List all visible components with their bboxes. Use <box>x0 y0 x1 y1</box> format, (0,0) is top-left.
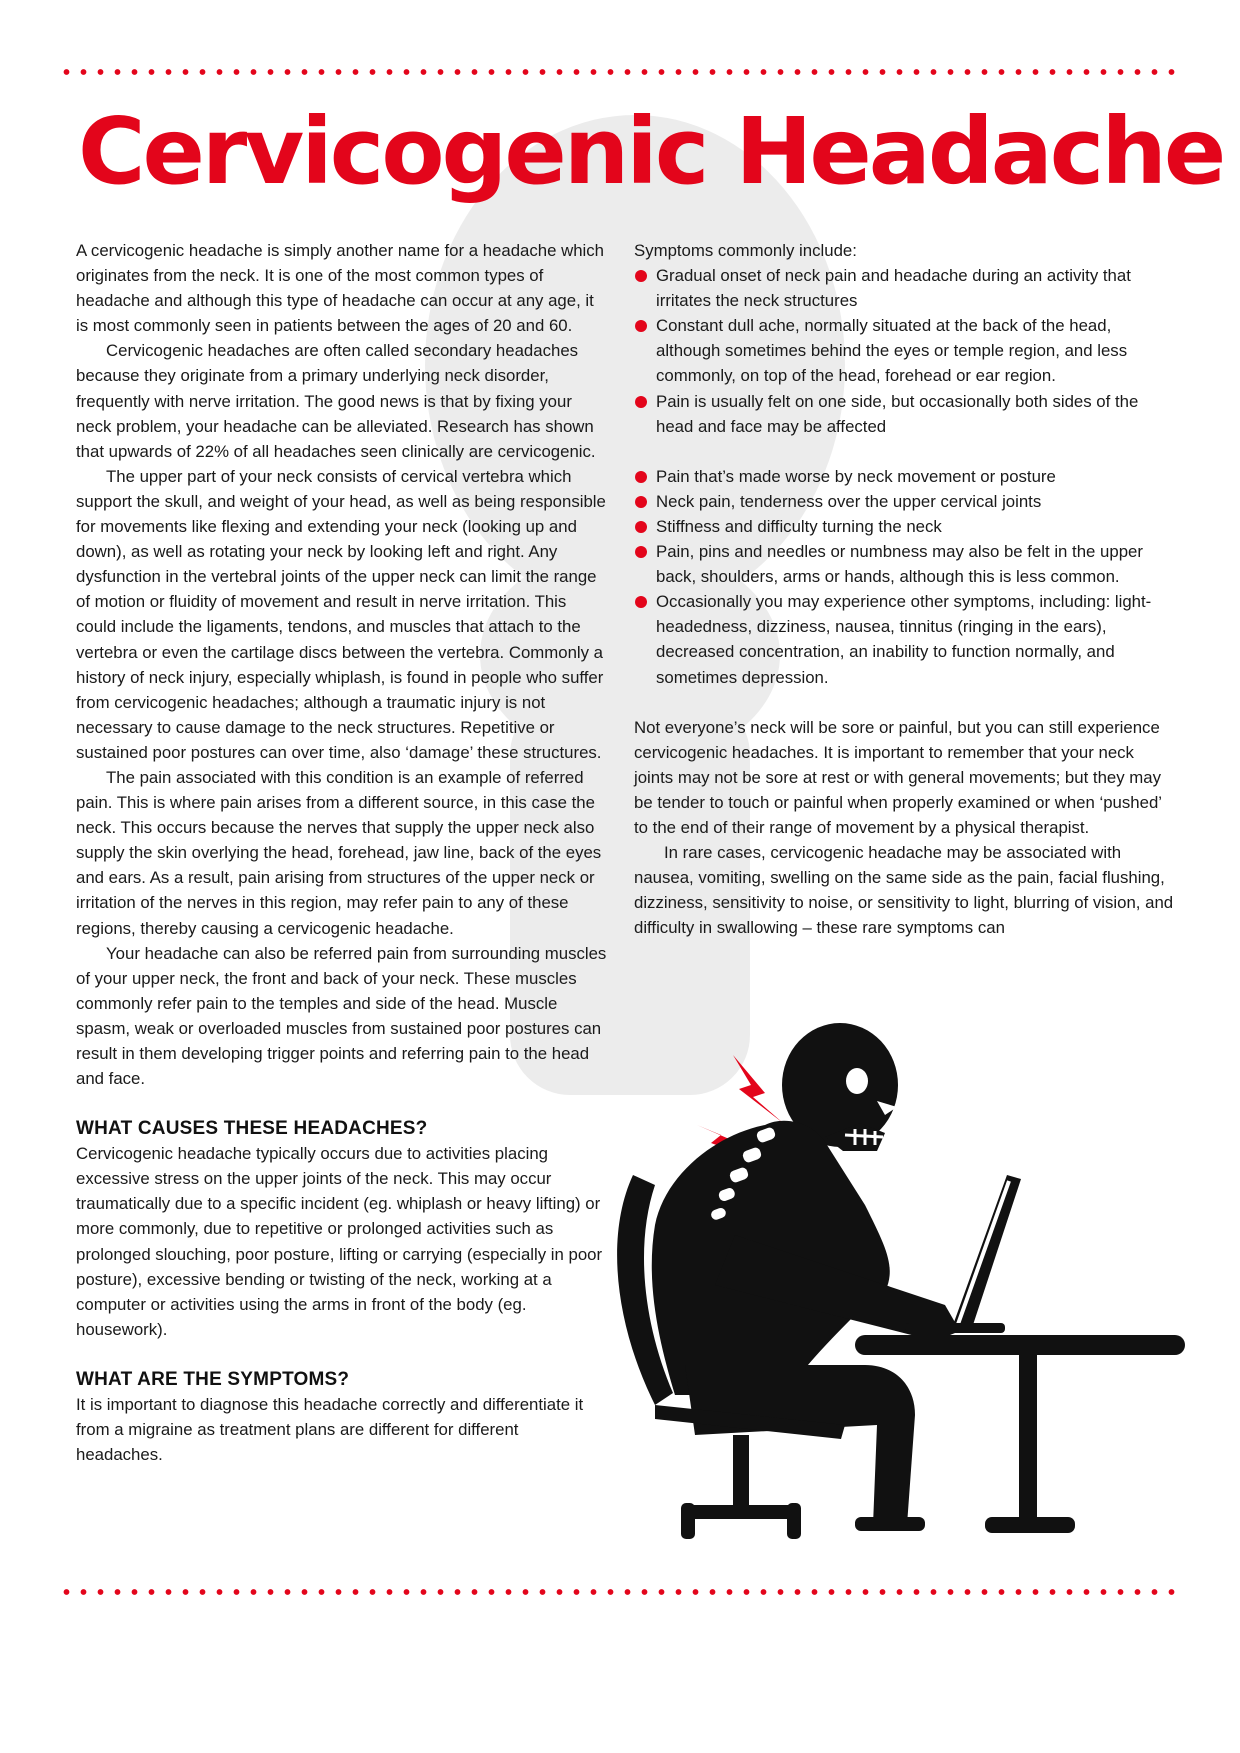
left-column <box>76 238 608 1467</box>
symptom-list-secondary <box>634 464 1174 690</box>
person-at-laptop-icon <box>615 1005 1195 1550</box>
list-item: Constant dull ache, normally situated at the back of the head, although sometimes behind the eyes or temple region, and less commonly, on top of the head, forehead or ear region. <box>634 313 1174 388</box>
cervical-anatomy-paragraph: The upper part of your neck consists of cervical vertebra which support the skull, and weight of your head, as well as being responsible for movements like flexing and extending your neck (looking up and down), as well as rotating your neck by looking left and right. Any dysfunction in the vertebral joints of the upper neck can limit the range of motion or fluidity of movement and result in nerve irritation. This could include the ligaments, tendons, and muscles that attach to the vertebra or even the cartilage discs between the vertebra. Commonly a history of neck injury, especially whiplash, is found in people who suffer from cervicogenic headaches; although a traumatic injury is not necessary to cause damage to the neck structures. Repetitive or sustained poor postures can over time, also ‘damage’ these structures. <box>76 466 606 762</box>
rare-symptoms-paragraph: In rare cases, cervicogenic headache may be associated with nausea, vomiting, swelling on the same side as the pain, facial flushing, dizziness, sensitivity to noise, or sensitivity to light, blurring of vision, and difficulty in swallowing – these rare symptoms can <box>634 843 1174 938</box>
list-item: Neck pain, tenderness over the upper cervical joints <box>634 489 1174 514</box>
tenderness-paragraph: Not everyone’s neck will be sore or painful, but you can still experience cervicogenic headaches. It is important to remember that your neck joints may not be sore at rest or with general movements; but they may be tender to touch or painful when properly examined or when ‘pushed’ to the end of their range of movement by a physical therapist. <box>634 717 1162 837</box>
referred-pain-paragraph: The pain associated with this condition is an example of referred pain. This is where pain arises from a different source, in this case the neck. This occurs because the nerves that supply the upper neck also supply the skin overlying the head, forehead, jaw line, back of the eyes and ears. As a result, pain arising from structures of the upper neck or irritation of the nerves in this region, may refer pain to any of these regions, thereby causing a cervicogenic headache. <box>76 767 602 938</box>
muscle-pain-paragraph: Your headache can also be referred pain from surrounding muscles of your upper neck, the front and back of your neck. These muscles commonly refer pain to the temples and side of the head. Muscle spasm, weak or overloaded muscles from sustained poor postures can result in them developing trigger points and referring pain to the head and face. <box>76 943 607 1089</box>
list-item: Pain is usually felt on one side, but occasionally both sides of the head and face may be affected <box>634 389 1174 439</box>
page-title: Cervicogenic Headache <box>78 98 1224 205</box>
right-column <box>634 238 1174 940</box>
symptoms-intro: Symptoms commonly include: <box>634 241 857 260</box>
list-item: Gradual onset of neck pain and headache during an activity that irritates the neck structures <box>634 263 1174 313</box>
list-item: Occasionally you may experience other symptoms, including: light-headedness, dizziness, nausea, tinnitus (ringing in the ears), decreased concentration, an inability to function normally, and sometimes depression. <box>634 589 1174 689</box>
symptoms-heading: WHAT ARE THE SYMPTOMS? <box>76 1368 350 1390</box>
intro-paragraph: A cervicogenic headache is simply another name for a headache which originates from the neck. It is one of the most common types of headache and although this type of headache can occur at any age, it is most commonly seen in patients between the ages of 20 and 60. <box>76 241 604 336</box>
list-item: Pain that’s made worse by neck movement or posture <box>634 464 1174 489</box>
dotted-divider-bottom <box>58 1589 1182 1595</box>
secondary-headache-paragraph: Cervicogenic headaches are often called secondary headaches because they originate from a primary underlying neck disorder, frequently with nerve irritation. The good news is that by fixing your neck problem, your headache can be alleviated. Research has shown that upwards of 22% of all headaches seen clinically are cervicogenic. <box>76 341 596 461</box>
list-item: Pain, pins and needles or numbness may also be felt in the upper back, shoulders, arms or hands, although this is less common. <box>634 539 1174 589</box>
causes-heading: WHAT CAUSES THESE HEADACHES? <box>76 1118 428 1140</box>
list-item: Stiffness and difficulty turning the neck <box>634 514 1174 539</box>
causes-paragraph: Cervicogenic headache typically occurs due to activities placing excessive stress on the upper joints of the neck. This may occur traumatically due to a specific incident (eg. whiplash or heavy lifting) or more commonly, due to repetitive or prolonged activities such as prolonged slouching, poor posture, lifting or carrying (especially in poor posture), excessive bending or twisting of the neck, working at a computer or activities using the arms in front of the body (eg. housework). <box>76 1144 603 1339</box>
symptom-list-primary <box>634 263 1174 439</box>
dotted-divider-top <box>58 69 1182 75</box>
symptoms-paragraph: It is important to diagnose this headache correctly and differentiate it from a migraine as treatment plans are different for different headaches. <box>76 1394 584 1465</box>
